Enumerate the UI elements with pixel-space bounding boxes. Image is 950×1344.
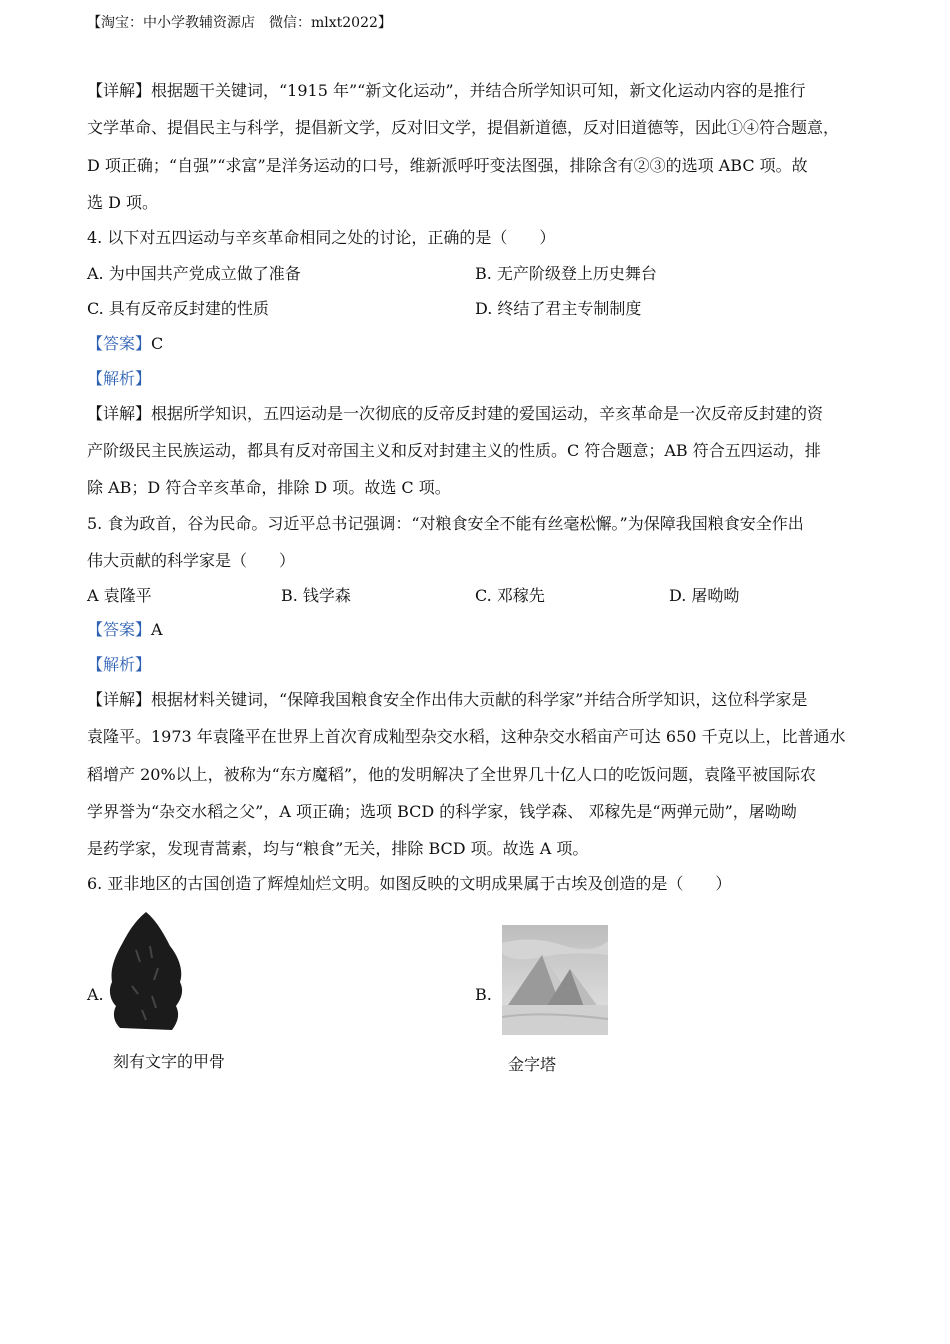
q5-detail-line1: 【详解】根据材料关键词，“保障我国粮食安全作出伟大贡献的科学家”并结合所学知识，这位科学家是 — [87, 690, 808, 709]
q4-option-d: D. 终结了君主专制制度 — [475, 299, 642, 318]
q6-option-a-label: A. — [87, 985, 104, 1004]
q5-answer-value: A — [151, 620, 163, 639]
q3-detail-line4: 选 D 项。 — [87, 193, 159, 212]
q4-detail-line3: 除 AB；D 符合辛亥革命，排除 D 项。故选 C 项。 — [87, 478, 451, 497]
q6-option-b-caption: 金字塔 — [508, 1055, 557, 1074]
q3-detail-line3: D 项正确；“自强”“求富”是洋务运动的口号，维新派呼吁变法图强，排除含有②③的选项 ABC 项。故 — [87, 156, 808, 175]
q5-detail-line5: 是药学家，发现青蒿素，均与“粮食”无关，排除 BCD 项。故选 A 项。 — [87, 839, 589, 858]
q5-stem-line2: 伟大贡献的科学家是（ ） — [87, 551, 296, 570]
q4-detail-line2: 产阶级民主民族运动，都具有反对帝国主义和反对封建主义的性质。C 符合题意；AB 符合五四运动，排 — [87, 441, 821, 460]
q5-answer-tag: 【答案】 — [87, 620, 152, 639]
pyramid-image — [502, 925, 608, 1035]
q6-option-b-label: B. — [475, 985, 492, 1004]
q5-option-a: A 袁隆平 — [87, 586, 152, 605]
q3-detail-line1: 【详解】根据题干关键词，“1915 年”“新文化运动”，并结合所学知识可知，新文化运动内容的是推行 — [87, 81, 806, 100]
q4-stem: 4. 以下对五四运动与辛亥革命相同之处的讨论，正确的是（ ） — [87, 228, 556, 247]
q5-detail-line4: 学界誉为“杂交水稻之父”，A 项正确；选项 BCD 的科学家，钱学森、 邓稼先是“两弹元勋”，屠呦呦 — [87, 802, 797, 821]
q3-detail-line2: 文学革命、提倡民主与科学，提倡新文学，反对旧文学，提倡新道德，反对旧道德等，因此①④符合题意， — [87, 118, 840, 137]
q4-answer — [87, 333, 163, 355]
q4-answer-value: C — [151, 334, 164, 353]
q6-option-a-caption: 刻有文字的甲骨 — [113, 1052, 226, 1071]
q4-analysis-tag: 【解析】 — [87, 369, 152, 388]
q5-detail-line2: 袁隆平。1973 年袁隆平在世界上首次育成籼型杂交水稻，这种杂交水稻亩产可达 650 千克以上，比普通水 — [87, 727, 846, 746]
q5-detail-line3: 稻增产 20%以上，被称为“东方魔稻”，他的发明解决了全世界几十亿人口的吃饭问题，袁隆平被国际农 — [87, 765, 817, 784]
q4-option-a: A. 为中国共产党成立做了准备 — [87, 264, 301, 283]
q4-answer-tag: 【答案】 — [87, 334, 152, 353]
q5-option-b: B. 钱学森 — [281, 586, 351, 605]
q4-detail-line1: 【详解】根据所学知识，五四运动是一次彻底的反帝反封建的爱国运动，辛亥革命是一次反帝反封建的资 — [87, 404, 824, 423]
q5-analysis-tag: 【解析】 — [87, 655, 152, 674]
oracle-bone-image — [106, 910, 186, 1034]
q5-stem-line1: 5. 食为政首，谷为民命。习近平总书记强调：“对粮食安全不能有丝毫松懈。”为保障我国粮食安全作出 — [87, 514, 804, 533]
q4-option-c: C. 具有反帝反封建的性质 — [87, 299, 269, 318]
q6-stem: 6. 亚非地区的古国创造了辉煌灿烂文明。如图反映的文明成果属于古埃及创造的是（ ） — [87, 874, 732, 893]
q5-answer — [87, 619, 163, 641]
page-header: 【淘宝：中小学教辅资源店 微信：mlxt2022】 — [87, 15, 392, 31]
q5-option-d: D. 屠呦呦 — [669, 586, 740, 605]
q5-option-c: C. 邓稼先 — [475, 586, 545, 605]
q4-option-b: B. 无产阶级登上历史舞台 — [475, 264, 657, 283]
